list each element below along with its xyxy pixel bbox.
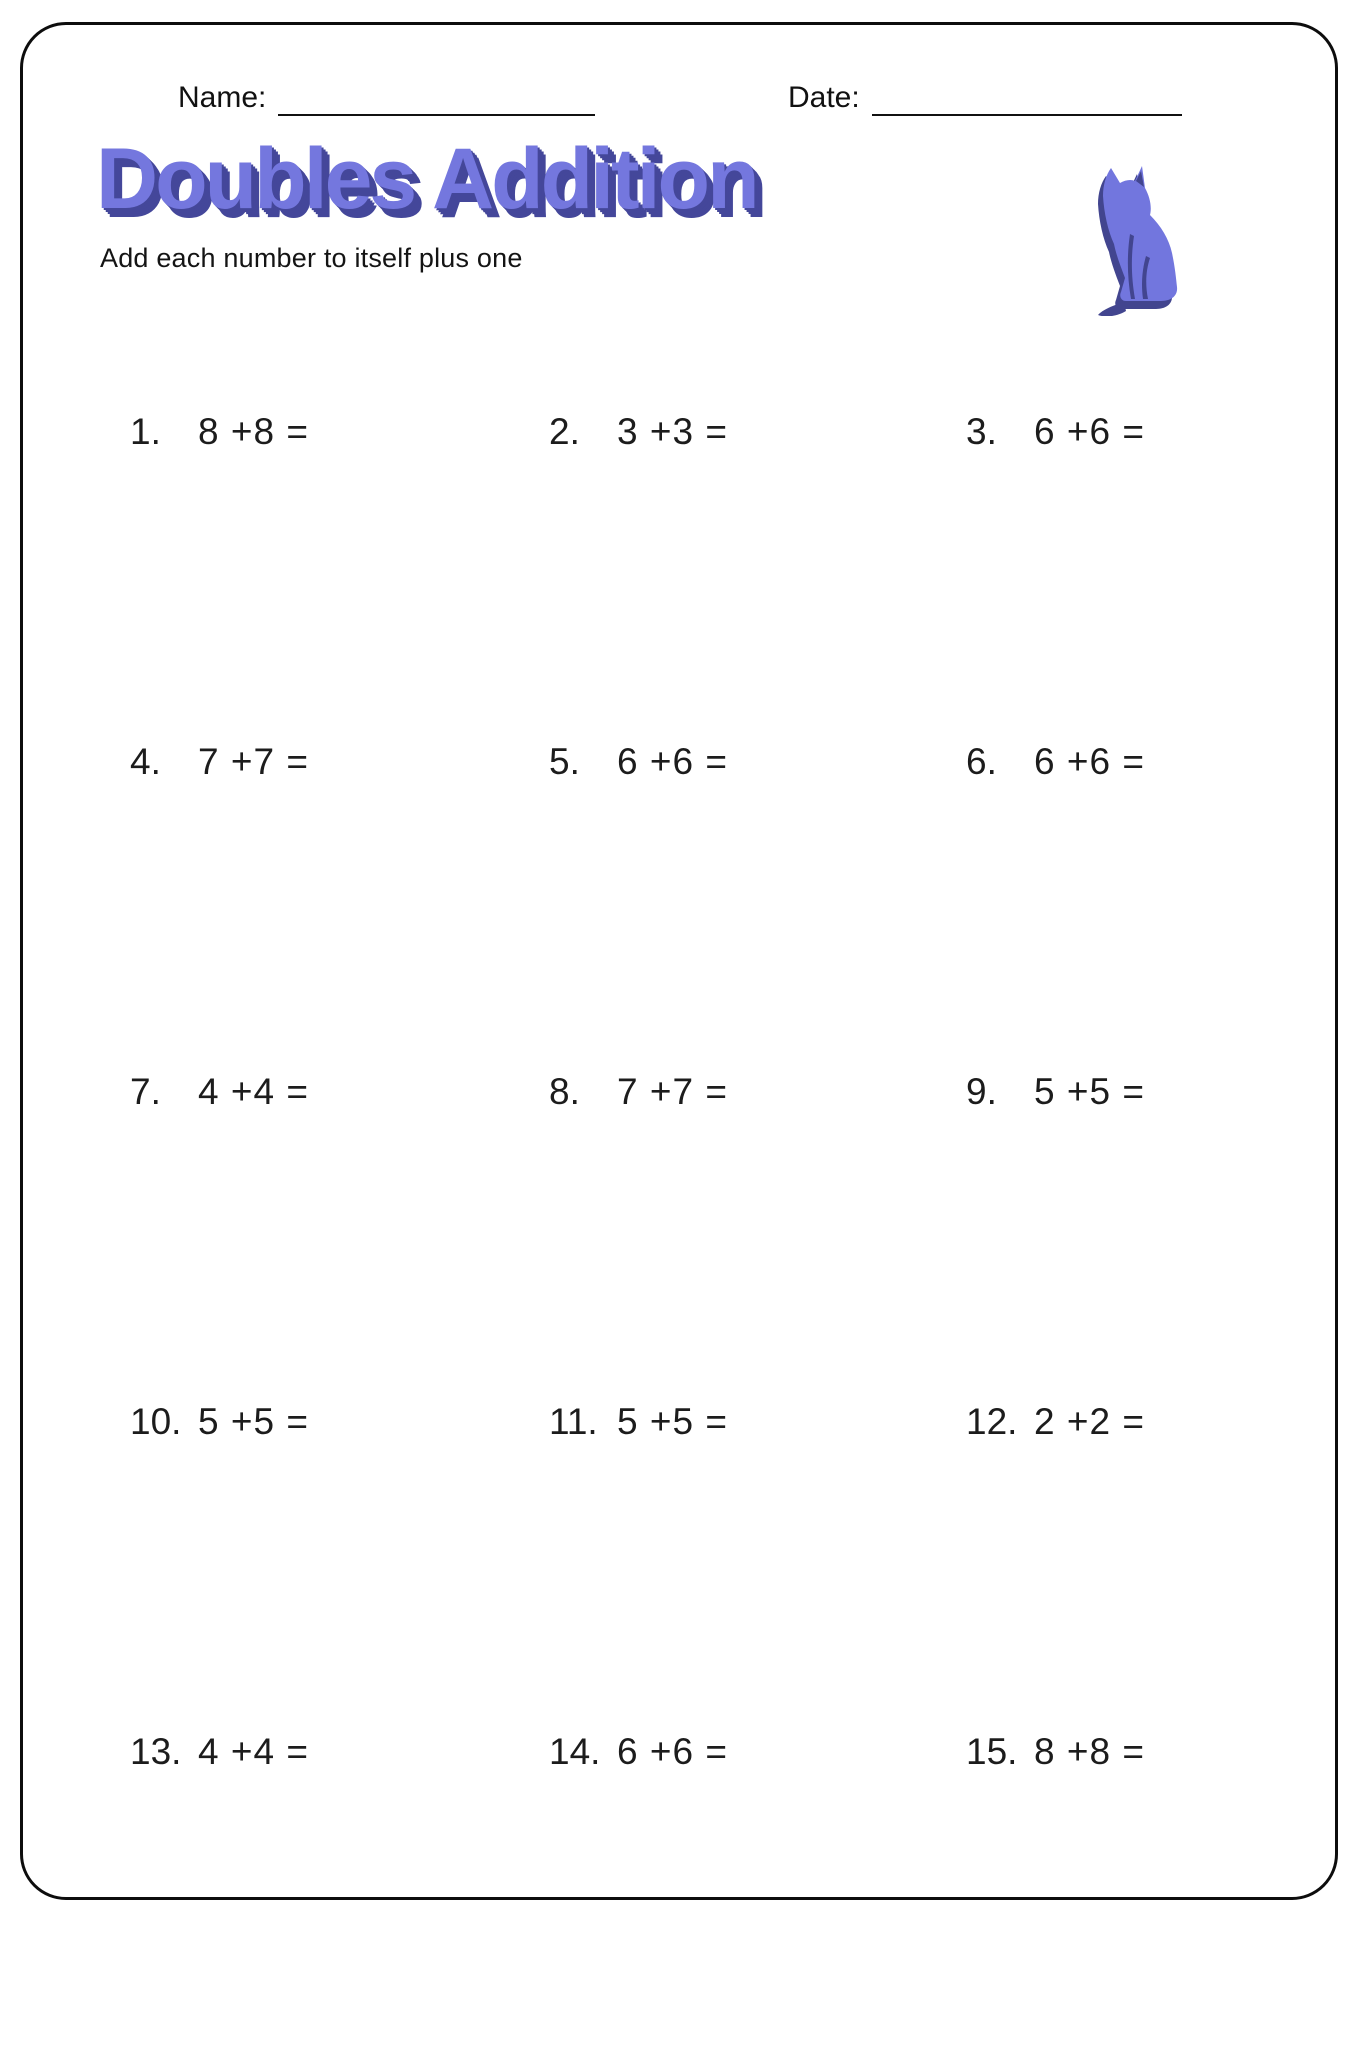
problem-equation: 3 +3 = bbox=[617, 411, 728, 452]
problem-equation: 4 +4 = bbox=[198, 1731, 309, 1772]
problem-equation: 7 +7 = bbox=[198, 741, 309, 782]
problem-item-9 bbox=[966, 1072, 1278, 1402]
problem-item-7 bbox=[130, 1072, 549, 1402]
problem-number: 5. bbox=[549, 741, 580, 782]
problem-equation: 6 +6 = bbox=[617, 1731, 728, 1772]
problem-number: 8. bbox=[549, 1071, 580, 1112]
name-field bbox=[178, 80, 595, 116]
problem-item-10 bbox=[130, 1402, 549, 1732]
problem-number: 1. bbox=[130, 411, 161, 452]
problem-equation: 6 +6 = bbox=[617, 741, 728, 782]
problem-equation: 2 +2 = bbox=[1034, 1401, 1145, 1442]
problem-equation: 5 +5 = bbox=[1034, 1071, 1145, 1112]
problem-number: 14. bbox=[549, 1731, 601, 1772]
problem-item-15 bbox=[966, 1732, 1278, 2062]
problem-number: 6. bbox=[966, 741, 997, 782]
problem-item-13 bbox=[130, 1732, 549, 2062]
page-title: Doubles Addition bbox=[96, 131, 757, 227]
problem-number: 13. bbox=[130, 1731, 182, 1772]
problem-number: 10. bbox=[130, 1401, 182, 1442]
problem-item-1 bbox=[130, 412, 549, 742]
problem-number: 12. bbox=[966, 1401, 1018, 1442]
name-blank-line[interactable] bbox=[278, 82, 595, 116]
problem-equation: 5 +5 = bbox=[198, 1401, 309, 1442]
name-label: Name: bbox=[178, 81, 267, 114]
problem-number: 4. bbox=[130, 741, 161, 782]
date-field bbox=[788, 80, 1182, 116]
problem-equation: 8 +8 = bbox=[1034, 1731, 1145, 1772]
problem-item-12 bbox=[966, 1402, 1278, 1732]
problems-grid bbox=[130, 412, 1278, 2062]
problem-number: 2. bbox=[549, 411, 580, 452]
problem-item-3 bbox=[966, 412, 1278, 742]
problem-equation: 4 +4 = bbox=[198, 1071, 309, 1112]
problem-equation: 6 +6 = bbox=[1034, 411, 1145, 452]
problem-equation: 8 +8 = bbox=[198, 411, 309, 452]
problem-item-8 bbox=[549, 1072, 966, 1402]
problem-item-11 bbox=[549, 1402, 966, 1732]
problem-item-2 bbox=[549, 412, 966, 742]
problem-item-6 bbox=[966, 742, 1278, 1072]
problem-number: 7. bbox=[130, 1071, 161, 1112]
problem-number: 9. bbox=[966, 1071, 997, 1112]
problem-equation: 7 +7 = bbox=[617, 1071, 728, 1112]
problem-equation: 6 +6 = bbox=[1034, 741, 1145, 782]
problem-item-4 bbox=[130, 742, 549, 1072]
problem-item-14 bbox=[549, 1732, 966, 2062]
cat-icon bbox=[1083, 166, 1185, 316]
problem-item-5 bbox=[549, 742, 966, 1072]
problem-number: 11. bbox=[549, 1401, 598, 1442]
problem-number: 3. bbox=[966, 411, 997, 452]
problem-number: 15. bbox=[966, 1731, 1018, 1772]
date-blank-line[interactable] bbox=[872, 82, 1182, 116]
page-subtitle: Add each number to itself plus one bbox=[100, 243, 523, 273]
problem-equation: 5 +5 = bbox=[617, 1401, 728, 1442]
date-label: Date: bbox=[788, 81, 860, 114]
